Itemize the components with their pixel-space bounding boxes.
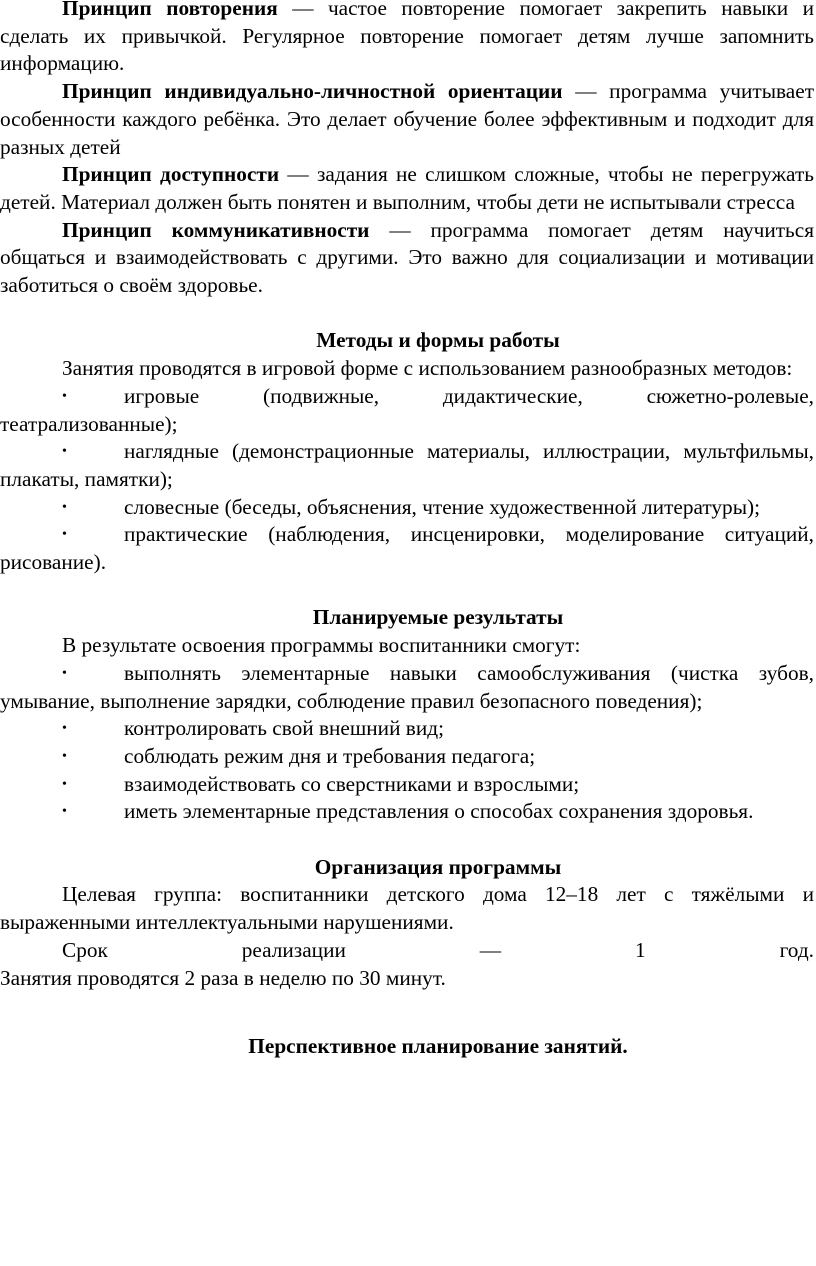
principle-term: Принцип доступности <box>62 162 280 187</box>
principle-individual <box>0 78 814 161</box>
list-item <box>0 383 814 438</box>
bullet-icon: • <box>62 444 67 460</box>
list-item-text: выполнять элементарные навыки самообслуживания (чистка зубов, умывание, выполнение зарядки, соблюдение правил безопасного поведения); <box>0 660 814 713</box>
bullet-icon: • <box>62 804 67 820</box>
results-heading: Планируемые результаты <box>312 605 564 630</box>
bullet-icon: • <box>62 527 67 543</box>
list-item <box>0 660 814 715</box>
bullet-icon: • <box>62 776 67 792</box>
list-item <box>0 798 814 826</box>
organization-heading: Организация программы <box>314 854 562 879</box>
spacer <box>0 300 814 328</box>
spacer <box>0 992 814 1020</box>
list-item-text: иметь элементарные представления о способах сохранения здоровья. <box>124 799 754 824</box>
list-item-text: контролировать свой внешний вид; <box>124 716 444 741</box>
schedule-text: Занятия проводятся 2 раза в неделю по 30 минут. <box>0 965 446 990</box>
list-item-text: взаимодействовать со сверстниками и взрослыми; <box>124 771 580 796</box>
bullet-icon: • <box>62 499 67 515</box>
principle-term: Принцип коммуникативности <box>62 217 370 242</box>
list-item-text: практические (наблюдения, инсценировки, моделирование ситуаций, рисование). <box>0 522 814 575</box>
list-item <box>0 438 814 493</box>
methods-intro: Занятия проводятся в игровой форме с использованием разнообразных методов: <box>62 356 793 381</box>
bullet-icon: • <box>62 748 67 764</box>
target-group-text: Целевая группа: воспитанники детского дома 12–18 лет с тяжёлыми и выраженными интеллектуальными нарушениями. <box>0 882 814 935</box>
bullet-icon: • <box>62 388 67 404</box>
principle-text: — программа учитывает особенности каждого ребёнка. Это делает обучение более эффективным и подходит для разных детей <box>0 79 814 159</box>
methods-section <box>0 327 814 576</box>
principle-repetition <box>0 0 814 78</box>
list-item-text: игровые (подвижные, дидактические, сюжетно-ролевые, театрализованные); <box>0 383 814 436</box>
list-item <box>0 494 814 522</box>
bullet-icon: • <box>62 721 67 737</box>
principle-text: — программа помогает детям научиться общаться и взаимодействовать с другими. Это важно для социализации и мотивации заботиться о своём здоровье. <box>0 217 814 298</box>
organization-section <box>0 854 814 993</box>
list-item <box>0 715 814 743</box>
planning-heading: Перспективное планирование занятий. <box>248 1033 628 1058</box>
list-item <box>0 743 814 771</box>
bullet-icon: • <box>62 665 67 681</box>
term-line: Срок реализации — 1 год. <box>62 937 814 962</box>
principles-section <box>0 0 814 300</box>
list-item-text: наглядные (демонстрационные материалы, иллюстрации, мультфильмы, плакаты, памятки); <box>0 439 814 491</box>
methods-heading: Методы и формы работы <box>316 328 560 353</box>
results-section <box>0 604 814 826</box>
principle-term: Принцип индивидуально-личностной ориентации <box>62 79 563 104</box>
results-intro: В результате освоения программы воспитанники смогут: <box>62 633 581 658</box>
principle-communication <box>0 217 814 300</box>
principle-term: Принцип повторения <box>62 0 278 20</box>
principle-text: — частое повторение помогает закрепить навыки и сделать их привычкой. Регулярное повторение помогает детям лучше запомнить информацию. <box>0 0 814 76</box>
list-item <box>0 771 814 799</box>
spacer <box>0 826 814 854</box>
principle-text: — задания не слишком сложные, чтобы не перегружать детей. Материал должен быть понятен и выполним, чтобы дети не испытывали стресса <box>0 162 814 214</box>
list-item-text: соблюдать режим дня и требования педагога; <box>124 743 536 768</box>
spacer <box>0 577 814 605</box>
list-item <box>0 521 814 576</box>
principle-accessibility <box>0 161 814 216</box>
list-item-text: словесные (беседы, объяснения, чтение художественной литературы); <box>124 494 761 519</box>
